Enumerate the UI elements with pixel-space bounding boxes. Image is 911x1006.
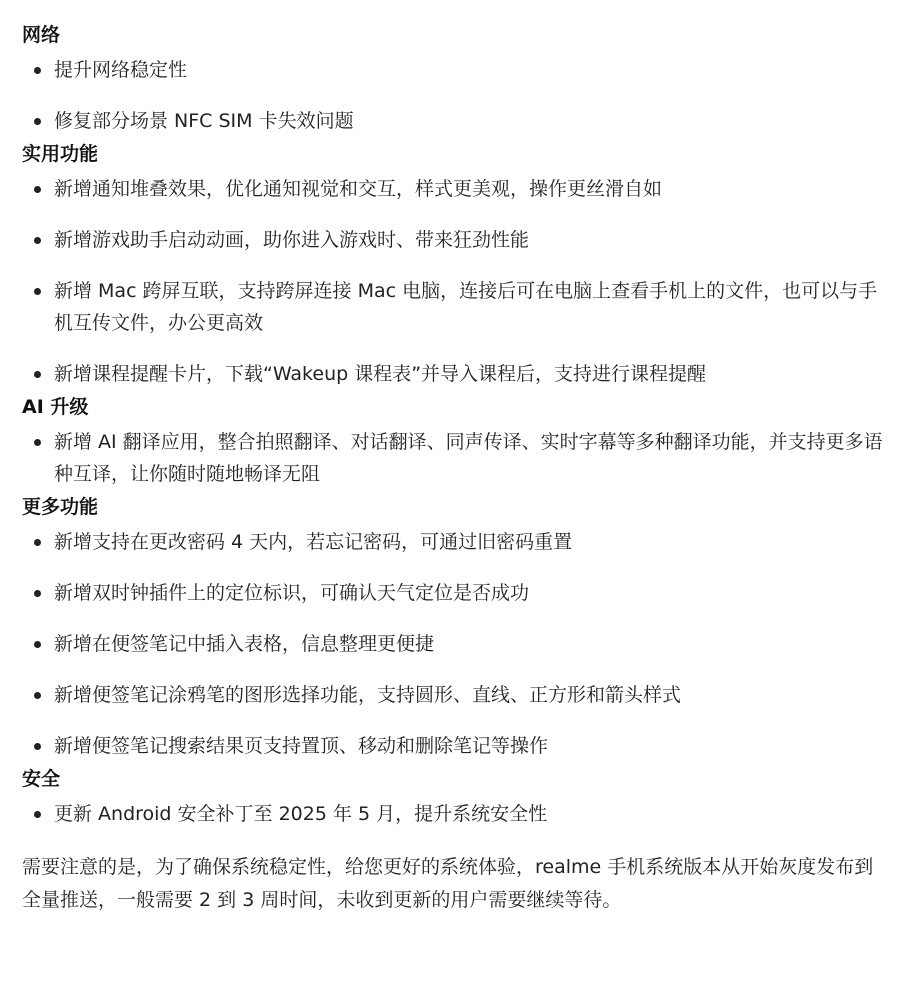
section-heading: AI 升级 <box>22 396 89 418</box>
section-heading: 网络 <box>22 24 61 46</box>
section-utility <box>22 141 888 390</box>
list-item <box>22 679 888 711</box>
list-item-text: 新增支持在更改密码 4 天内，若忘记密码，可通过旧密码重置 <box>54 531 573 553</box>
list-item <box>22 54 888 86</box>
section-heading: 更多功能 <box>22 496 99 518</box>
bullet-icon <box>34 186 41 193</box>
bullet-list <box>22 426 888 490</box>
list-item-text: 新增通知堆叠效果，优化通知视觉和交互，样式更美观，操作更丝滑自如 <box>54 178 663 200</box>
list-item-text: 更新 Android 安全补丁至 2025 年 5 月，提升系统安全性 <box>54 803 548 825</box>
list-item <box>22 730 888 762</box>
list-item <box>22 105 888 137</box>
list-item-text: 新增双时钟插件上的定位标识，可确认天气定位是否成功 <box>54 582 530 604</box>
section-more <box>22 494 888 762</box>
list-item-text: 修复部分场景 NFC SIM 卡失效问题 <box>54 110 354 132</box>
list-item-text: 新增在便签笔记中插入表格，信息整理更便捷 <box>54 633 435 655</box>
list-item <box>22 577 888 609</box>
bullet-list <box>22 526 888 762</box>
section-heading: 实用功能 <box>22 143 99 165</box>
bullet-icon <box>34 237 41 244</box>
section-security <box>22 766 888 830</box>
list-item <box>22 628 888 660</box>
bullet-list <box>22 173 888 390</box>
bullet-list <box>22 798 888 830</box>
list-item <box>22 358 888 390</box>
update-note-paragraph: 需要注意的是，为了确保系统稳定性，给您更好的系统体验，realme 手机系统版本从开始灰度发布到全量推送，一般需要 2 到 3 周时间，未收到更新的用户需要继续等待。 <box>22 856 874 911</box>
bullet-icon <box>34 118 41 125</box>
list-item <box>22 426 888 490</box>
bullet-icon <box>34 811 41 818</box>
bullet-icon <box>34 288 41 295</box>
list-item <box>22 798 888 830</box>
list-item-text: 新增 Mac 跨屏互联，支持跨屏连接 Mac 电脑，连接后可在电脑上查看手机上的文件，也可以与手机互传文件，办公更高效 <box>54 280 878 334</box>
list-item-text: 新增 AI 翻译应用，整合拍照翻译、对话翻译、同声传译、实时字幕等多种翻译功能，并支持更多语种互译，让你随时随地畅译无阻 <box>54 431 883 485</box>
list-item-text: 新增便签笔记涂鸦笔的图形选择功能，支持圆形、直线、正方形和箭头样式 <box>54 684 682 706</box>
bullet-icon <box>34 439 41 446</box>
list-item <box>22 173 888 205</box>
list-item-text: 提升网络稳定性 <box>54 59 188 81</box>
bullet-icon <box>34 371 41 378</box>
article-content <box>22 22 888 936</box>
list-item-text: 新增游戏助手启动动画，助你进入游戏时、带来狂劲性能 <box>54 229 530 251</box>
bullet-icon <box>34 692 41 699</box>
list-item <box>22 526 888 558</box>
bullet-icon <box>34 67 41 74</box>
list-item-text: 新增便签笔记搜索结果页支持置顶、移动和删除笔记等操作 <box>54 735 549 757</box>
bullet-icon <box>34 641 41 648</box>
list-item-text: 新增课程提醒卡片，下载“Wakeup 课程表”并导入课程后，支持进行课程提醒 <box>54 363 707 385</box>
list-item <box>22 224 888 256</box>
bullet-list <box>22 54 888 137</box>
bullet-icon <box>34 539 41 546</box>
section-network <box>22 22 888 137</box>
bullet-icon <box>34 590 41 597</box>
list-item <box>22 275 888 339</box>
bullet-icon <box>34 743 41 750</box>
section-ai <box>22 394 888 490</box>
section-heading: 安全 <box>22 768 61 790</box>
